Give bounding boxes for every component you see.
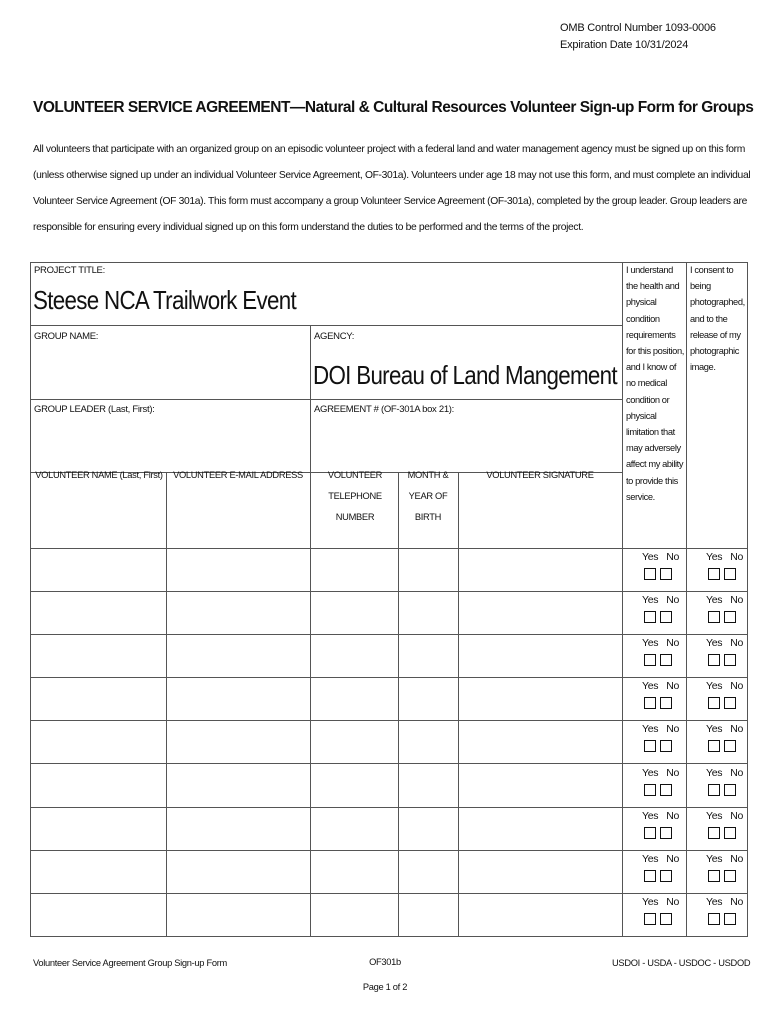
agreement-number-field[interactable] xyxy=(314,420,614,468)
cell-birth[interactable] xyxy=(399,635,457,676)
footer-form-number: OF301b xyxy=(369,957,401,967)
health-no-checkbox[interactable] xyxy=(660,913,672,925)
health-yes-checkbox[interactable] xyxy=(644,827,656,839)
no-label: No xyxy=(666,723,680,736)
column-header-birth: MONTH & YEAR OF BIRTH xyxy=(407,470,449,522)
photo-no-checkbox[interactable] xyxy=(724,611,736,623)
photo-yes-no-labels xyxy=(706,680,743,692)
cell-phone[interactable] xyxy=(311,894,397,935)
table-row xyxy=(30,548,748,591)
no-label: No xyxy=(666,809,680,822)
cell-name[interactable] xyxy=(31,808,165,849)
omb-control-number: OMB Control Number 1093-0006 xyxy=(560,22,716,34)
no-label: No xyxy=(730,895,744,908)
photo-yes-no-labels xyxy=(706,594,743,606)
cell-phone[interactable] xyxy=(311,851,397,892)
photo-yes-no-labels xyxy=(706,853,743,865)
cell-birth[interactable] xyxy=(399,592,457,633)
photo-yes-no-labels xyxy=(706,551,743,563)
cell-signature[interactable] xyxy=(459,721,621,762)
photo-yes-checkbox[interactable] xyxy=(708,611,720,623)
photo-no-checkbox[interactable] xyxy=(724,740,736,752)
yes-label: Yes xyxy=(706,852,723,865)
yes-label: Yes xyxy=(642,637,659,650)
yes-label: Yes xyxy=(642,551,659,563)
no-label: No xyxy=(666,637,680,650)
signup-form xyxy=(30,262,748,937)
photo-yes-checkbox[interactable] xyxy=(708,740,720,752)
health-yes-checkbox[interactable] xyxy=(644,697,656,709)
cell-signature[interactable] xyxy=(459,851,621,892)
yes-label: Yes xyxy=(706,637,723,650)
health-yes-checkbox[interactable] xyxy=(644,870,656,882)
health-no-checkbox[interactable] xyxy=(660,654,672,666)
no-label: No xyxy=(666,551,680,563)
column-header-signature: VOLUNTEER SIGNATURE xyxy=(486,470,594,480)
photo-yes-no-labels xyxy=(706,810,743,822)
cell-birth[interactable] xyxy=(399,765,457,806)
cell-signature[interactable] xyxy=(459,894,621,935)
health-yes-checkbox[interactable] xyxy=(644,611,656,623)
yes-label: Yes xyxy=(706,809,723,822)
no-label: No xyxy=(666,594,680,607)
cell-email[interactable] xyxy=(167,592,309,633)
group-name-field[interactable] xyxy=(34,346,304,396)
cell-email[interactable] xyxy=(167,549,309,590)
cell-email[interactable] xyxy=(167,765,309,806)
photo-yes-no-labels xyxy=(706,637,743,649)
cell-signature[interactable] xyxy=(459,678,621,719)
group-leader-field[interactable] xyxy=(34,420,304,468)
photo-yes-checkbox[interactable] xyxy=(708,654,720,666)
yes-label: Yes xyxy=(706,766,723,779)
health-yes-no-labels xyxy=(642,723,679,735)
photo-no-checkbox[interactable] xyxy=(724,784,736,796)
cell-email[interactable] xyxy=(167,678,309,719)
cell-birth[interactable] xyxy=(399,678,457,719)
yes-label: Yes xyxy=(642,895,659,908)
health-no-checkbox[interactable] xyxy=(660,870,672,882)
yes-label: Yes xyxy=(642,809,659,822)
health-yes-no-labels xyxy=(642,594,679,606)
cell-phone[interactable] xyxy=(311,635,397,676)
omb-info xyxy=(560,20,716,54)
cell-birth[interactable] xyxy=(399,549,457,590)
intro-paragraph: All volunteers that participate with an organized group on an episodic volunteer project with a federal land and water management agency must be signed up on this form (unless otherwise signed up under an individual Volunteer Service Agreement, OF-301a). Volunteers under age 18 may not use this form, and must complete an individual Volunteer Service Agreement (OF 301a). This form must accompany a group Volunteer Service Agreement (OF-301a), completed by the group leader. Group leaders are responsible for ensuring every individual signed up on this form understand the duties to be performed and the terms of the project. xyxy=(33,144,751,233)
health-no-checkbox[interactable] xyxy=(660,611,672,623)
cell-phone[interactable] xyxy=(311,678,397,719)
health-no-checkbox[interactable] xyxy=(660,697,672,709)
project-title-field[interactable]: Steese NCA Trailwork Event xyxy=(33,285,296,315)
cell-email[interactable] xyxy=(167,721,309,762)
agreement-number-label: AGREEMENT # (OF-301A box 21): xyxy=(314,404,455,415)
table-row xyxy=(30,634,748,677)
agency-field[interactable]: DOI Bureau of Land Mangement xyxy=(313,360,617,390)
table-row xyxy=(30,807,748,850)
table-row xyxy=(30,591,748,634)
photo-yes-checkbox[interactable] xyxy=(708,870,720,882)
no-label: No xyxy=(730,723,744,736)
footer-form-name: Volunteer Service Agreement Group Sign-up Form xyxy=(33,958,227,968)
yes-label: Yes xyxy=(642,680,659,693)
no-label: No xyxy=(666,895,680,908)
photo-consent-text: I consent to being photographed, and to the release of my photographic image. xyxy=(690,265,745,373)
health-yes-no-labels xyxy=(642,810,679,822)
photo-no-checkbox[interactable] xyxy=(724,913,736,925)
table-row xyxy=(30,850,748,893)
yes-label: Yes xyxy=(642,594,659,607)
health-no-checkbox[interactable] xyxy=(660,568,672,580)
photo-yes-no-labels xyxy=(706,896,743,908)
health-yes-no-labels xyxy=(642,551,679,563)
cell-name[interactable] xyxy=(31,894,165,935)
cell-email[interactable] xyxy=(167,851,309,892)
photo-yes-checkbox[interactable] xyxy=(708,913,720,925)
cell-signature[interactable] xyxy=(459,549,621,590)
cell-email[interactable] xyxy=(167,894,309,935)
health-yes-checkbox[interactable] xyxy=(644,568,656,580)
column-header-phone: VOLUNTEER TELEPHONE NUMBER xyxy=(327,470,383,522)
cell-phone[interactable] xyxy=(311,592,397,633)
no-label: No xyxy=(666,766,680,779)
cell-signature[interactable] xyxy=(459,765,621,806)
photo-yes-checkbox[interactable] xyxy=(708,568,720,580)
health-yes-checkbox[interactable] xyxy=(644,913,656,925)
health-no-checkbox[interactable] xyxy=(660,784,672,796)
table-row xyxy=(30,893,748,936)
cell-name[interactable] xyxy=(31,765,165,806)
footer-center xyxy=(340,950,430,1000)
photo-no-checkbox[interactable] xyxy=(724,568,736,580)
project-title-label: PROJECT TITLE: xyxy=(34,265,105,276)
no-label: No xyxy=(730,809,744,822)
health-yes-checkbox[interactable] xyxy=(644,740,656,752)
row-divider xyxy=(30,325,622,326)
photo-yes-no-labels xyxy=(706,767,743,779)
footer-agencies: USDOI - USDA - USDOC - USDOD xyxy=(612,958,751,968)
yes-label: Yes xyxy=(642,723,659,736)
no-label: No xyxy=(666,852,680,865)
health-yes-no-labels xyxy=(642,896,679,908)
no-label: No xyxy=(730,852,744,865)
cell-phone[interactable] xyxy=(311,721,397,762)
health-no-checkbox[interactable] xyxy=(660,740,672,752)
photo-yes-no-labels xyxy=(706,723,743,735)
cell-phone[interactable] xyxy=(311,765,397,806)
yes-label: Yes xyxy=(642,766,659,779)
cell-name[interactable] xyxy=(31,549,165,590)
cell-name[interactable] xyxy=(31,592,165,633)
no-label: No xyxy=(730,680,744,693)
no-label: No xyxy=(730,594,744,607)
health-yes-no-labels xyxy=(642,637,679,649)
photo-no-checkbox[interactable] xyxy=(724,654,736,666)
cell-name[interactable] xyxy=(31,851,165,892)
photo-no-checkbox[interactable] xyxy=(724,827,736,839)
health-acknowledgement-text: I understand the health and physical condition requirements for this position, and I know of no medical condition or physical limitation that may adversely affect my ability to provide this service. xyxy=(626,265,684,502)
column-header-name: VOLUNTEER NAME (Last, First) xyxy=(35,470,163,480)
no-label: No xyxy=(730,637,744,650)
group-leader-label: GROUP LEADER (Last, First): xyxy=(34,404,155,415)
photo-yes-checkbox[interactable] xyxy=(708,827,720,839)
health-yes-no-labels xyxy=(642,853,679,865)
cell-signature[interactable] xyxy=(459,635,621,676)
no-label: No xyxy=(730,551,744,563)
yes-label: Yes xyxy=(706,680,723,693)
cell-birth[interactable] xyxy=(399,808,457,849)
agency-label: AGENCY: xyxy=(314,331,355,342)
cell-birth[interactable] xyxy=(399,894,457,935)
table-row xyxy=(30,677,748,720)
cell-name[interactable] xyxy=(31,678,165,719)
yes-label: Yes xyxy=(706,551,723,563)
cell-email[interactable] xyxy=(167,635,309,676)
cell-phone[interactable] xyxy=(311,549,397,590)
cell-birth[interactable] xyxy=(399,851,457,892)
column-header-email: VOLUNTEER E-MAIL ADDRESS xyxy=(173,470,303,480)
yes-label: Yes xyxy=(706,895,723,908)
health-yes-checkbox[interactable] xyxy=(644,784,656,796)
no-label: No xyxy=(730,766,744,779)
photo-no-checkbox[interactable] xyxy=(724,697,736,709)
photo-no-checkbox[interactable] xyxy=(724,870,736,882)
cell-signature[interactable] xyxy=(459,808,621,849)
group-name-label: GROUP NAME: xyxy=(34,331,99,342)
yes-label: Yes xyxy=(706,723,723,736)
health-no-checkbox[interactable] xyxy=(660,827,672,839)
cell-email[interactable] xyxy=(167,808,309,849)
cell-signature[interactable] xyxy=(459,592,621,633)
table-row xyxy=(30,764,748,807)
health-yes-checkbox[interactable] xyxy=(644,654,656,666)
cell-birth[interactable] xyxy=(399,721,457,762)
health-yes-no-labels xyxy=(642,767,679,779)
form-title: VOLUNTEER SERVICE AGREEMENT—Natural & Cultural Resources Volunteer Sign-up Form for Groups xyxy=(33,99,754,116)
cell-phone[interactable] xyxy=(311,808,397,849)
photo-yes-checkbox[interactable] xyxy=(708,697,720,709)
no-label: No xyxy=(666,680,680,693)
cell-name[interactable] xyxy=(31,721,165,762)
health-yes-no-labels xyxy=(642,680,679,692)
yes-label: Yes xyxy=(706,594,723,607)
table-row xyxy=(30,720,748,763)
photo-yes-checkbox[interactable] xyxy=(708,784,720,796)
expiration-date: Expiration Date 10/31/2024 xyxy=(560,39,689,51)
footer-page-number: Page 1 of 2 xyxy=(362,982,408,992)
form-border-bottom xyxy=(30,936,748,937)
row-divider xyxy=(30,399,622,400)
cell-name[interactable] xyxy=(31,635,165,676)
yes-label: Yes xyxy=(642,852,659,865)
